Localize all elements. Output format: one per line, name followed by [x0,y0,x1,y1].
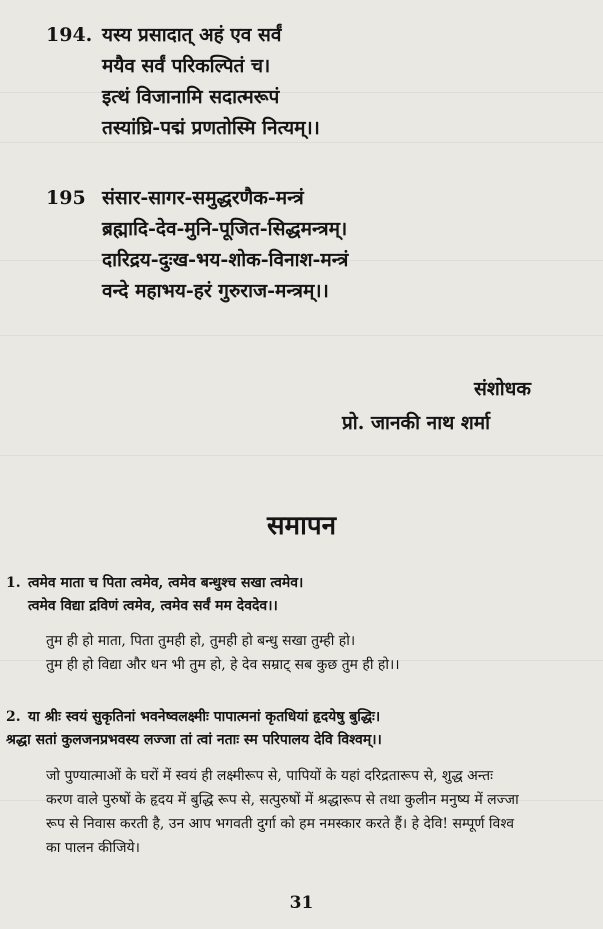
show-through-line [0,335,603,336]
verse-line: यस्य प्रसादात् अहं एव सर्वं [102,24,282,46]
credit-name: प्रो. जानकी नाथ शर्मा [342,412,491,434]
prayer-number: 2. [6,709,21,725]
verse-lines [102,20,320,144]
show-through-line [0,455,603,456]
verse-line: मयैव सर्वं परिकल्पितं च। [102,55,271,77]
verse-line: इत्थं विजानामि सदात्मरूपं [102,86,280,108]
translation-line: का पालन कीजिये। [46,840,140,856]
verse-lines [102,183,348,307]
verse-line: वन्दे महाभय-हरं गुरुराज-मन्त्रम्।। [102,280,329,302]
translation-line: तुम ही हो माता, पिता तुमही हो, तुमही हो बन्धु सखा तुम्ही हो। [46,633,356,649]
verse-number: 195 [46,187,86,209]
prayer-1-translation [46,629,586,677]
verse-line: तस्यांघ्रि-पद्मं प्रणतोस्मि नित्यम्।। [102,117,320,139]
page-number: 31 [289,893,314,913]
sanskrit-line: त्वमेव माता च पिता त्वमेव, त्वमेव बन्धुश्च सखा त्वमेव। [28,575,304,591]
section-heading: समापन [266,511,337,541]
sanskrit-line: त्वमेव विद्या द्रविणं त्वमेव, त्वमेव सर्वं मम देवदेव।। [28,598,278,614]
verse-line: संसार-सागर-समुद्धरणैक-मन्त्रं [102,187,304,209]
prayer-2-translation [46,764,586,860]
translation-line: रूप से निवास करती है, उन आप भगवती दुर्गा को हम नमस्कार करते हैं। हे देवि! सम्पूर्ण विश्व [46,816,515,832]
verse-195 [46,183,348,307]
translation-line: करण वाले पुरुषों के हृदय में बुद्धि रूप से, सत्पुरुषों में श्रद्धारूप से तथा कुलीन मनुष्य में लज्जा [46,792,519,808]
verse-number: 194. [46,24,93,46]
prayer-1 [6,572,303,618]
verse-194 [46,20,320,144]
verse-line: ब्रह्मादि-देव-मुनि-पूजित-सिद्धमन्त्रम्। [102,218,348,240]
sanskrit-line: या श्रीः स्वयं सुकृतिनां भवनेष्वलक्ष्मीः पापात्मनां कृतधियां हृदयेषु बुद्धिः। [28,709,381,725]
sanskrit-line: श्रद्धा सतां कुलजनप्रभवस्य लज्जा तां त्वां नताः स्म परिपालय देवि विश्वम्।। [6,732,382,748]
credit-title: संशोधक [474,378,531,400]
prayer-number: 1. [6,575,21,591]
translation-line: तुम ही हो विद्या और धन भी तुम हो, हे देव सम्राट् सब कुछ तुम ही हो।। [46,657,400,673]
prayer-2 [6,706,382,752]
verse-line: दारिद्रय-दुःख-भय-शोक-विनाश-मन्त्रं [102,249,349,271]
translation-line: जो पुण्यात्माओं के घरों में स्वयं ही लक्ष्मीरूप से, पापियों के यहां दरिद्रतारूप से, शुद्ध अन्तः [46,768,493,784]
